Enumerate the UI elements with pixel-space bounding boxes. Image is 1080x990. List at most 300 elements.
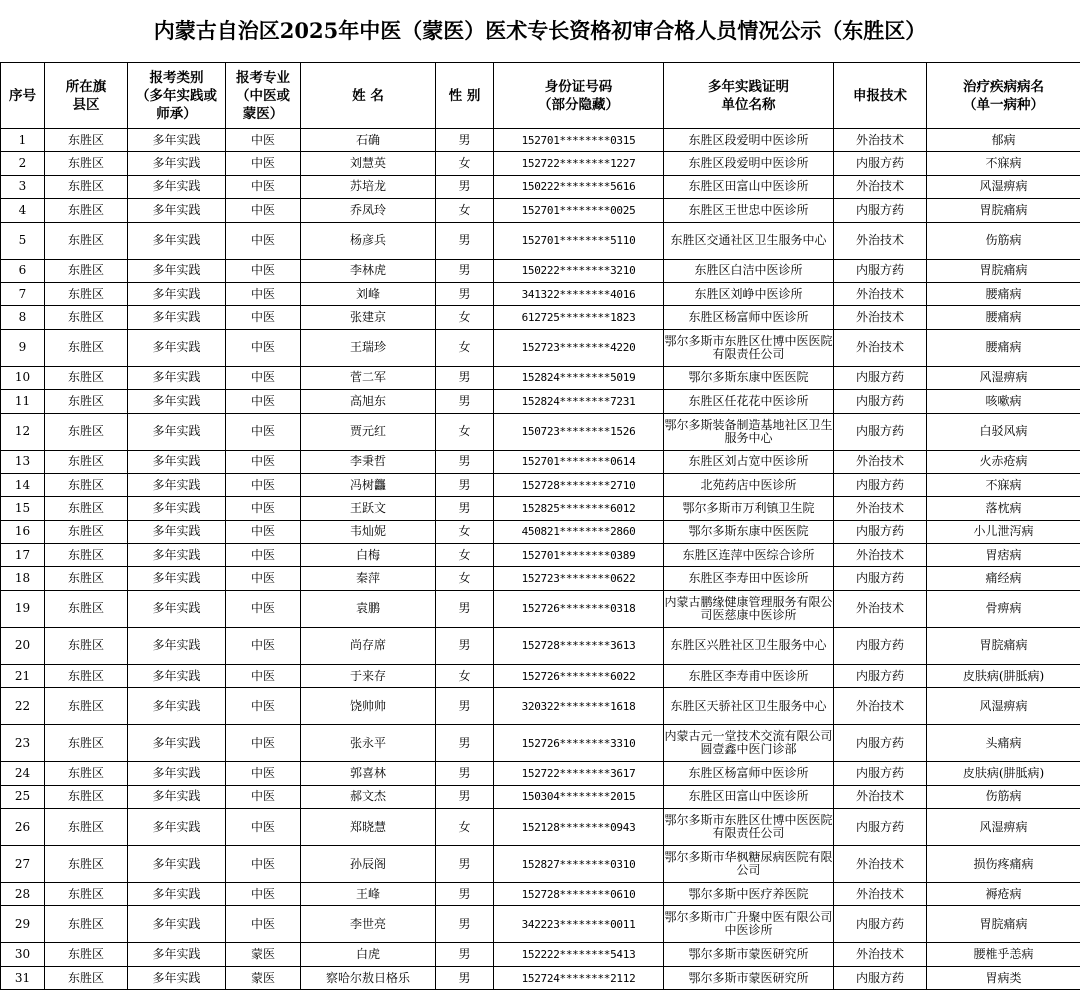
col-specialty-cell: 蒙医 [226,966,301,989]
table-row [1,943,1080,966]
header-line: （中医或 [236,87,290,104]
col-technique-cell: 外治技术 [834,688,927,725]
col-id-number-cell: 152827********0310 [494,846,664,883]
col-district-cell: 东胜区 [45,450,128,473]
col-technique-cell: 内服方药 [834,259,927,282]
col-unit-name-cell: 鄂尔多斯中医疗养医院 [664,883,834,906]
table-row [1,520,1080,543]
col-gender-cell: 男 [436,390,494,413]
col-disease-cell: 风湿痹病 [927,366,1080,389]
col-index-cell: 29 [1,906,45,943]
col-specialty-cell: 中医 [226,883,301,906]
col-specialty-cell: 中医 [226,306,301,329]
col-unit-name-cell: 鄂尔多斯东康中医医院 [664,520,834,543]
col-id-number-cell: 150723********1526 [494,413,664,450]
col-category-cell: 多年实践 [128,544,226,567]
table-row [1,282,1080,305]
col-district-cell: 东胜区 [45,966,128,989]
col-gender-cell: 女 [436,329,494,366]
col-district-cell: 东胜区 [45,497,128,520]
col-name-cell: 于来存 [301,664,436,687]
col-technique-cell: 外治技术 [834,943,927,966]
col-technique-cell: 内服方药 [834,413,927,450]
col-specialty-cell: 中医 [226,259,301,282]
col-id-number-cell: 152723********0622 [494,567,664,590]
col-index-cell: 11 [1,390,45,413]
table-row [1,175,1080,198]
col-gender-cell: 男 [436,366,494,389]
col-district-cell: 东胜区 [45,943,128,966]
col-id-number-cell: 612725********1823 [494,306,664,329]
col-disease-cell: 胃脘痛病 [927,627,1080,664]
col-technique-cell: 内服方药 [834,966,927,989]
col-district-cell: 东胜区 [45,329,128,366]
col-district-cell: 东胜区 [45,567,128,590]
col-specialty-cell: 中医 [226,809,301,846]
col-category-cell: 多年实践 [128,129,226,152]
col-specialty-cell: 中医 [226,497,301,520]
col-category-cell: 多年实践 [128,785,226,808]
col-name-cell: 苏培龙 [301,175,436,198]
col-specialty-cell: 中医 [226,762,301,785]
col-name-cell: 高旭东 [301,390,436,413]
col-name-cell: 孙辰阁 [301,846,436,883]
col-disease-header [927,63,1080,129]
header-line: 师承） [156,105,197,122]
table-row [1,129,1080,152]
col-district-cell: 东胜区 [45,590,128,627]
col-gender-cell: 男 [436,282,494,305]
col-category-cell: 多年实践 [128,259,226,282]
header-line: （部分隐藏） [538,96,619,113]
col-district-cell: 东胜区 [45,664,128,687]
col-disease-cell: 风湿痹病 [927,175,1080,198]
col-index-cell: 9 [1,329,45,366]
col-technique-cell: 外治技术 [834,329,927,366]
col-category-cell: 多年实践 [128,966,226,989]
col-name-cell: 察哈尔敖日格乐 [301,966,436,989]
col-index-cell: 13 [1,450,45,473]
col-gender-cell: 男 [436,688,494,725]
col-unit-name-cell: 东胜区白洁中医诊所 [664,259,834,282]
col-specialty-cell: 蒙医 [226,943,301,966]
col-index-cell: 20 [1,627,45,664]
col-id-number-cell: 152825********6012 [494,497,664,520]
col-gender-cell: 女 [436,152,494,175]
col-disease-cell: 咳嗽病 [927,390,1080,413]
col-unit-name-cell: 鄂尔多斯市广升聚中医有限公司中医诊所 [664,906,834,943]
col-name-cell: 乔凤玲 [301,199,436,222]
col-specialty-cell: 中医 [226,329,301,366]
table-row [1,222,1080,259]
col-name-cell: 李世亮 [301,906,436,943]
col-index-cell: 7 [1,282,45,305]
header-line: 蒙医） [242,105,284,122]
col-disease-cell: 胃脘痛病 [927,906,1080,943]
col-name-cell: 张建京 [301,306,436,329]
col-id-number-cell: 152701********0315 [494,129,664,152]
col-id-number-cell: 152701********0614 [494,450,664,473]
col-category-cell: 多年实践 [128,175,226,198]
col-category-cell: 多年实践 [128,473,226,496]
col-id-number-cell: 152701********0025 [494,199,664,222]
col-id-number-cell: 152824********7231 [494,390,664,413]
col-disease-cell: 不寐病 [927,152,1080,175]
col-index-cell: 21 [1,664,45,687]
col-category-cell: 多年实践 [128,329,226,366]
col-district-cell: 东胜区 [45,762,128,785]
col-index-cell: 18 [1,567,45,590]
col-disease-cell: 火赤疮病 [927,450,1080,473]
col-gender-cell: 男 [436,762,494,785]
col-district-cell: 东胜区 [45,809,128,846]
table-row [1,785,1080,808]
header-line: 身份证号码 [544,78,613,95]
col-district-cell: 东胜区 [45,544,128,567]
col-gender-cell: 女 [436,664,494,687]
col-id-number-cell: 152724********2112 [494,966,664,989]
col-category-cell: 多年实践 [128,390,226,413]
col-name-cell: 石确 [301,129,436,152]
col-gender-cell: 男 [436,473,494,496]
col-specialty-cell: 中医 [226,567,301,590]
col-disease-cell: 风湿痹病 [927,688,1080,725]
col-id-number-cell: 152728********2710 [494,473,664,496]
col-gender-cell: 男 [436,906,494,943]
col-unit-name-cell: 东胜区任花花中医诊所 [664,390,834,413]
col-district-cell: 东胜区 [45,222,128,259]
col-category-cell: 多年实践 [128,520,226,543]
col-category-cell: 多年实践 [128,688,226,725]
header-line: 县区 [72,96,100,113]
col-name-cell: 杨彦兵 [301,222,436,259]
col-category-cell: 多年实践 [128,366,226,389]
col-index-cell: 27 [1,846,45,883]
header-row [1,63,1080,129]
col-unit-name-cell: 东胜区杨富师中医诊所 [664,762,834,785]
col-gender-cell: 男 [436,943,494,966]
col-unit-name-cell: 东胜区田富山中医诊所 [664,785,834,808]
col-technique-cell: 外治技术 [834,222,927,259]
col-technique-cell: 内服方药 [834,567,927,590]
col-specialty-cell: 中医 [226,413,301,450]
col-index-cell: 16 [1,520,45,543]
col-technique-cell: 内服方药 [834,906,927,943]
col-technique-cell: 外治技术 [834,282,927,305]
col-gender-cell: 男 [436,259,494,282]
col-specialty-cell: 中医 [226,688,301,725]
col-technique-cell: 外治技术 [834,785,927,808]
col-category-cell: 多年实践 [128,762,226,785]
col-name-cell: 白梅 [301,544,436,567]
col-name-cell: 王瑞珍 [301,329,436,366]
col-gender-cell: 男 [436,725,494,762]
col-category-cell: 多年实践 [128,450,226,473]
col-district-cell: 东胜区 [45,473,128,496]
col-district-cell: 东胜区 [45,366,128,389]
col-specialty-cell: 中医 [226,725,301,762]
col-category-cell: 多年实践 [128,199,226,222]
col-id-number-cell: 152726********6022 [494,664,664,687]
col-category-cell: 多年实践 [128,627,226,664]
col-unit-name-cell: 东胜区天骄社区卫生服务中心 [664,688,834,725]
page-title: 内蒙古自治区2025年中医（蒙医）医术专长资格初审合格人员情况公示（东胜区） [153,18,927,43]
col-id-number-cell: 152722********3617 [494,762,664,785]
col-name-cell: 郑晓慧 [301,809,436,846]
col-disease-cell: 伤筋病 [927,222,1080,259]
col-name-cell: 菅二军 [301,366,436,389]
col-disease-cell: 胃脘痛病 [927,199,1080,222]
col-technique-cell: 内服方药 [834,390,927,413]
header-line: 所在旗 [65,78,107,95]
col-name-cell: 饶帅帅 [301,688,436,725]
col-name-cell: 秦萍 [301,567,436,590]
table-header [1,63,1080,129]
table-row [1,590,1080,627]
col-disease-cell: 落枕病 [927,497,1080,520]
table-row [1,664,1080,687]
col-unit-name-cell: 内蒙古鹏缘健康管理服务有限公司医慈康中医诊所 [664,590,834,627]
col-disease-cell: 风湿痹病 [927,809,1080,846]
col-index-cell: 19 [1,590,45,627]
col-gender-cell: 女 [436,199,494,222]
col-technique-cell: 内服方药 [834,664,927,687]
col-disease-cell: 皮肤病(肼胝病) [927,664,1080,687]
col-disease-cell: 郁病 [927,129,1080,152]
table-row [1,152,1080,175]
col-id-number-cell: 152726********3310 [494,725,664,762]
col-id-number-cell: 342223********0011 [494,906,664,943]
col-gender-cell: 女 [436,809,494,846]
col-technique-cell: 外治技术 [834,497,927,520]
col-unit-name-cell: 内蒙古元一堂技术交流有限公司圆壹鑫中医门诊部 [664,725,834,762]
table-row [1,329,1080,366]
col-specialty-cell: 中医 [226,450,301,473]
col-index-cell: 31 [1,966,45,989]
col-technique-cell: 内服方药 [834,366,927,389]
col-district-cell: 东胜区 [45,152,128,175]
col-gender-cell: 男 [436,846,494,883]
col-index-cell: 5 [1,222,45,259]
col-district-cell: 东胜区 [45,883,128,906]
col-category-header [128,63,226,129]
col-disease-cell: 胃病类 [927,966,1080,989]
col-technique-cell: 外治技术 [834,846,927,883]
col-disease-cell: 小儿泄泻病 [927,520,1080,543]
col-district-cell: 东胜区 [45,175,128,198]
col-id-number-cell: 152723********4220 [494,329,664,366]
col-disease-cell: 胃痞病 [927,544,1080,567]
table-row [1,450,1080,473]
col-specialty-cell: 中医 [226,544,301,567]
col-disease-cell: 不寐病 [927,473,1080,496]
col-index-cell: 22 [1,688,45,725]
col-district-cell: 东胜区 [45,259,128,282]
col-disease-cell: 伤筋病 [927,785,1080,808]
col-category-cell: 多年实践 [128,497,226,520]
table-row [1,366,1080,389]
col-disease-cell: 痛经病 [927,567,1080,590]
col-id-number-cell: 152824********5019 [494,366,664,389]
col-unit-name-cell: 东胜区王世忠中医诊所 [664,199,834,222]
col-disease-cell: 损伤疼痛病 [927,846,1080,883]
col-technique-cell: 内服方药 [834,520,927,543]
col-id-number-cell: 152728********0610 [494,883,664,906]
col-id-number-cell: 152701********0389 [494,544,664,567]
header-line: （多年实践或 [136,87,217,104]
header-line: 申报技术 [853,87,907,104]
col-specialty-cell: 中医 [226,152,301,175]
col-name-cell: 韦灿妮 [301,520,436,543]
col-id-number-cell: 150222********5616 [494,175,664,198]
header-line: 序号 [9,87,36,104]
col-disease-cell: 胃脘痛病 [927,259,1080,282]
col-specialty-cell: 中医 [226,627,301,664]
col-gender-cell: 女 [436,567,494,590]
col-index-cell: 12 [1,413,45,450]
col-disease-cell: 腰痛病 [927,329,1080,366]
col-unit-name-header [664,63,834,129]
col-district-cell: 东胜区 [45,282,128,305]
col-technique-cell: 外治技术 [834,544,927,567]
table-row [1,846,1080,883]
table-row [1,906,1080,943]
col-technique-cell: 外治技术 [834,883,927,906]
col-category-cell: 多年实践 [128,590,226,627]
col-id-number-cell: 152726********0318 [494,590,664,627]
col-specialty-cell: 中医 [226,906,301,943]
col-unit-name-cell: 东胜区连萍中医综合诊所 [664,544,834,567]
col-technique-cell: 内服方药 [834,627,927,664]
table-row [1,390,1080,413]
col-category-cell: 多年实践 [128,906,226,943]
header-line: 多年实践证明 [708,78,789,95]
col-id-number-cell: 341322********4016 [494,282,664,305]
col-specialty-cell: 中医 [226,785,301,808]
table-row [1,809,1080,846]
col-disease-cell: 骨痹病 [927,590,1080,627]
col-unit-name-cell: 鄂尔多斯市东胜区仕博中医医院有限责任公司 [664,809,834,846]
col-index-cell: 24 [1,762,45,785]
col-unit-name-cell: 东胜区刘峥中医诊所 [664,282,834,305]
col-technique-cell: 内服方药 [834,473,927,496]
col-gender-cell: 女 [436,520,494,543]
col-name-cell: 袁鹏 [301,590,436,627]
col-technique-cell: 外治技术 [834,450,927,473]
col-gender-cell: 男 [436,627,494,664]
col-disease-cell: 皮肤病(肼胝病) [927,762,1080,785]
col-technique-header [834,63,927,129]
col-gender-cell: 男 [436,129,494,152]
col-specialty-cell: 中医 [226,129,301,152]
col-district-cell: 东胜区 [45,846,128,883]
col-id-number-cell: 152222********5413 [494,943,664,966]
col-specialty-cell: 中医 [226,199,301,222]
col-district-cell: 东胜区 [45,199,128,222]
col-unit-name-cell: 北苑药店中医诊所 [664,473,834,496]
col-gender-cell: 男 [436,966,494,989]
col-index-cell: 28 [1,883,45,906]
col-specialty-cell: 中医 [226,590,301,627]
col-specialty-cell: 中医 [226,366,301,389]
col-gender-cell: 女 [436,306,494,329]
col-name-cell: 李林虎 [301,259,436,282]
col-specialty-cell: 中医 [226,520,301,543]
col-disease-cell: 腰痛病 [927,282,1080,305]
table-row [1,966,1080,989]
col-technique-cell: 内服方药 [834,725,927,762]
col-index-cell: 17 [1,544,45,567]
col-index-cell: 23 [1,725,45,762]
table-row [1,413,1080,450]
col-name-cell: 王跃文 [301,497,436,520]
col-unit-name-cell: 东胜区李寿田中医诊所 [664,567,834,590]
col-technique-cell: 内服方药 [834,809,927,846]
col-specialty-cell: 中医 [226,390,301,413]
col-unit-name-cell: 东胜区杨富师中医诊所 [664,306,834,329]
col-gender-cell: 男 [436,785,494,808]
col-category-cell: 多年实践 [128,725,226,762]
col-unit-name-cell: 鄂尔多斯东康中医医院 [664,366,834,389]
col-index-cell: 4 [1,199,45,222]
col-gender-header [436,63,494,129]
col-district-cell: 东胜区 [45,520,128,543]
col-unit-name-cell: 东胜区刘占宽中医诊所 [664,450,834,473]
col-unit-name-cell: 东胜区兴胜社区卫生服务中心 [664,627,834,664]
col-category-cell: 多年实践 [128,809,226,846]
col-district-cell: 东胜区 [45,413,128,450]
col-index-header [1,63,45,129]
col-unit-name-cell: 东胜区段爱明中医诊所 [664,129,834,152]
col-unit-name-cell: 鄂尔多斯市东胜区仕博中医医院有限责任公司 [664,329,834,366]
col-disease-cell: 白驳风病 [927,413,1080,450]
col-specialty-cell: 中医 [226,282,301,305]
col-id-number-cell: 150222********3210 [494,259,664,282]
header-line: 性 别 [448,87,481,104]
col-index-cell: 15 [1,497,45,520]
col-district-cell: 东胜区 [45,306,128,329]
col-index-cell: 3 [1,175,45,198]
applicant-table [0,62,1080,990]
table-row [1,306,1080,329]
col-id-number-cell: 150304********2015 [494,785,664,808]
table-row [1,259,1080,282]
header-line: （单一病种） [963,96,1044,113]
table-row [1,473,1080,496]
col-gender-cell: 男 [436,175,494,198]
col-gender-cell: 男 [436,222,494,259]
col-disease-cell: 腰痛病 [927,306,1080,329]
col-name-cell: 冯树龘 [301,473,436,496]
col-specialty-cell: 中医 [226,222,301,259]
col-category-cell: 多年实践 [128,664,226,687]
col-name-cell: 贾元红 [301,413,436,450]
col-category-cell: 多年实践 [128,152,226,175]
col-name-cell: 张永平 [301,725,436,762]
col-specialty-cell: 中医 [226,473,301,496]
col-index-cell: 10 [1,366,45,389]
col-index-cell: 25 [1,785,45,808]
col-district-cell: 东胜区 [45,725,128,762]
col-disease-cell: 褥疮病 [927,883,1080,906]
table-row [1,762,1080,785]
col-technique-cell: 内服方药 [834,152,927,175]
col-gender-cell: 男 [436,883,494,906]
col-disease-cell: 头痛病 [927,725,1080,762]
table-row [1,199,1080,222]
header-line: 单位名称 [721,96,776,113]
table-row [1,688,1080,725]
